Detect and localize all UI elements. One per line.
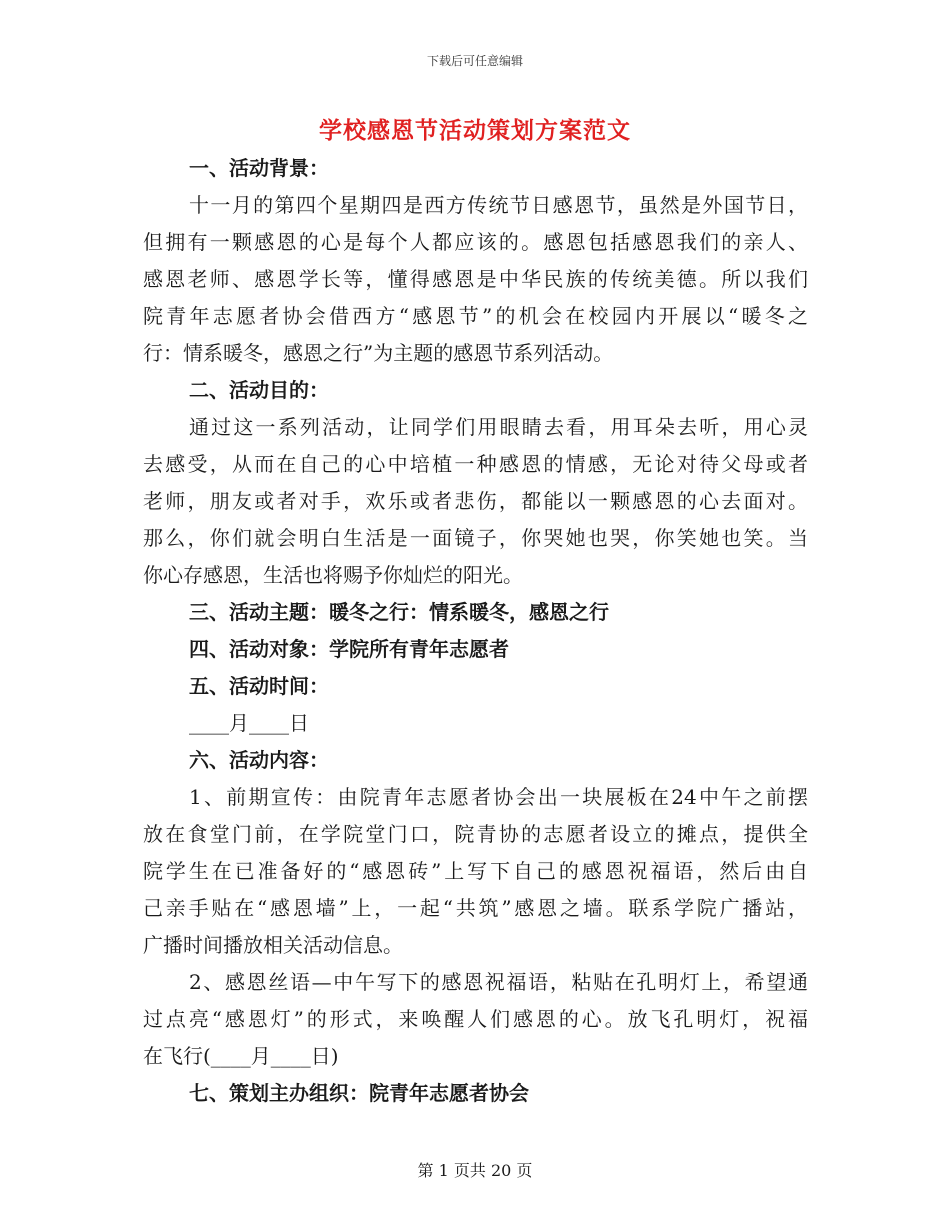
body-line: 十一月的第四个星期四是西方传统节日感恩节，虽然是外国节日，: [189, 193, 808, 217]
body-line: 广播时间播放相关活动信息。: [143, 933, 403, 957]
document-body: [143, 150, 808, 1112]
body-line: 放在食堂门前，在学院堂门口，院青协的志愿者设立的摊点，提供全: [143, 822, 808, 846]
section-heading: 五、活动时间：: [189, 674, 329, 698]
document-title: 学校感恩节活动策划方案范文: [319, 117, 631, 144]
section-heading: 四、活动对象：学院所有青年志愿者: [189, 637, 509, 661]
body-line: 院学生在已准备好的“感恩砖”上写下自己的感恩祝福语，然后由自: [143, 859, 808, 883]
body-line: 感恩老师、感恩学长等，懂得感恩是中华民族的传统美德。所以我们: [143, 267, 808, 291]
section-heading: 六、活动内容：: [189, 748, 329, 772]
body-line: 己亲手贴在“感恩墙”上，一起“共筑”感恩之墙。联系学院广播站，: [143, 896, 808, 920]
body-line: 你心存感恩，生活也将赐予你灿烂的阳光。: [143, 563, 523, 587]
body-line: 通过这一系列活动，让同学们用眼睛去看，用耳朵去听，用心灵: [189, 415, 808, 439]
body-line: 2、感恩丝语—中午写下的感恩祝福语，粘贴在孔明灯上，希望通: [189, 970, 808, 994]
body-line: 院青年志愿者协会借西方“感恩节”的机会在校园内开展以“暖冬之: [143, 304, 808, 328]
section-heading: 二、活动目的：: [189, 378, 329, 402]
section-heading: 七、策划主办组织：院青年志愿者协会: [189, 1081, 529, 1105]
body-line: 在飞行(____月____日): [143, 1044, 339, 1068]
body-line: 那么，你们就会明白生活是一面镜子，你哭她也哭，你笑她也笑。当: [143, 526, 808, 550]
page-number: 第 1 页共 20 页: [417, 1161, 533, 1180]
header-note: 下载后可任意编辑: [426, 54, 523, 68]
section-heading: 三、活动主题：暖冬之行：情系暖冬，感恩之行: [189, 600, 609, 624]
body-line: ____月____日: [189, 711, 309, 735]
body-line: 但拥有一颗感恩的心是每个人都应该的。感恩包括感恩我们的亲人、: [143, 230, 808, 254]
body-line: 过点亮“感恩灯”的形式，来唤醒人们感恩的心。放飞孔明灯，祝福: [143, 1007, 808, 1031]
body-line: 老师，朋友或者对手，欢乐或者悲伤，都能以一颗感恩的心去面对。: [143, 489, 808, 513]
body-line: 行：情系暖冬，感恩之行”为主题的感恩节系列活动。: [143, 341, 614, 365]
body-line: 1、前期宣传：由院青年志愿者协会出一块展板在24中午之前摆: [189, 785, 808, 809]
section-heading: 一、活动背景：: [189, 156, 329, 180]
body-line: 去感受，从而在自己的心中培植一种感恩的情感，无论对待父母或者: [143, 452, 808, 476]
